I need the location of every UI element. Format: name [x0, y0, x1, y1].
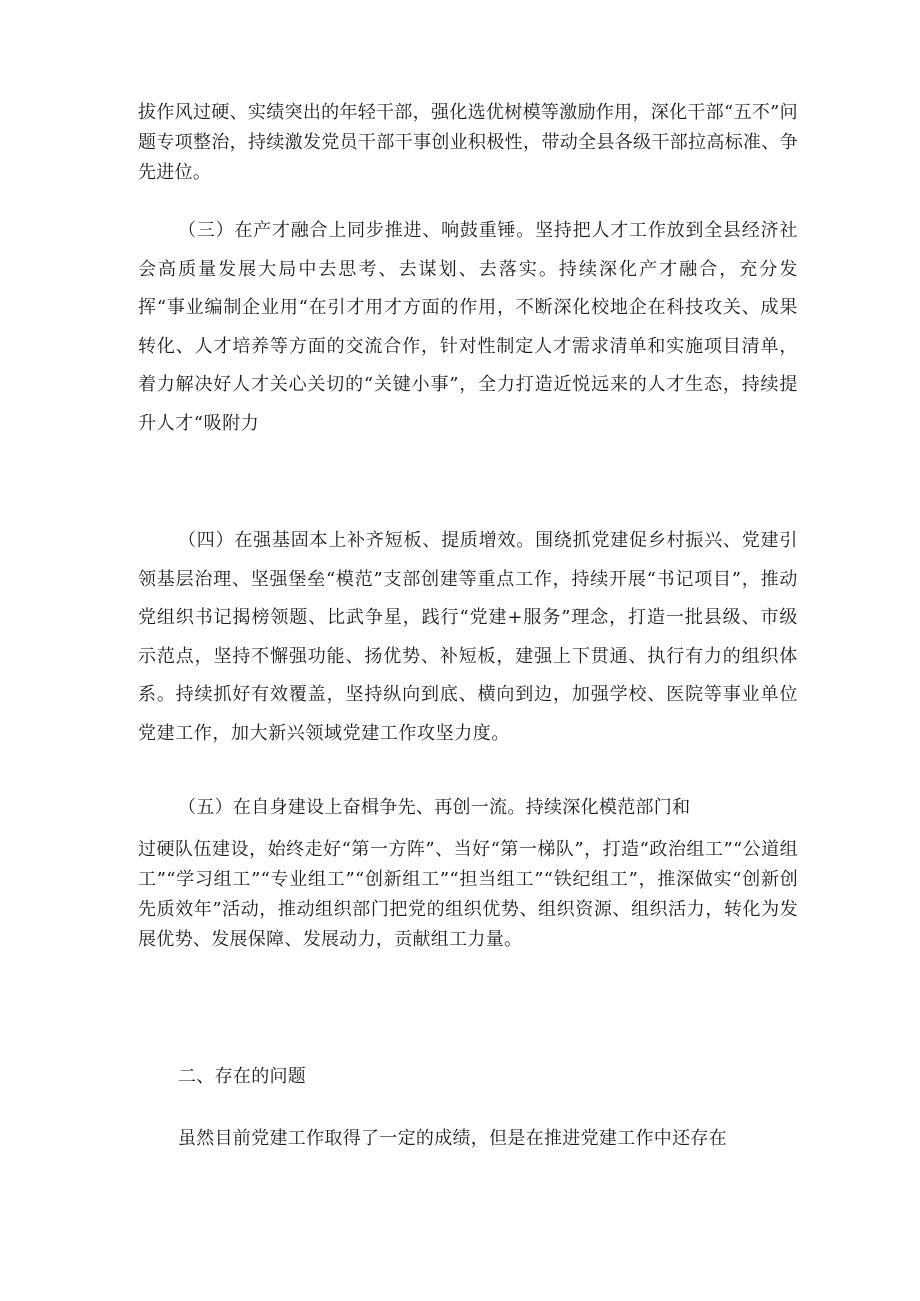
paragraph-talent-integration: （三）在产才融合上同步推进、响鼓重锤。坚持把人才工作放到全县经济社会高质量发展大局中去思考、去谋划、去落实。持续深化产才融合，充分发挥“事业编制企业用“在引才用才方面的作用，不断深化校地企在科技攻关、成果转化、人才培养等方面的交流合作，针对性制定人才需求清单和实施项目清单，着力解决好人才关心关切的“关键小事”，全力打造近悦远来的人才生态，持续提升人才“吸附力: [138, 220, 798, 434]
paragraph-self-building-heading: （五）在自身建设上奋楫争先、再创一流。持续深化模范部门和: [178, 797, 691, 818]
paragraph-cadre-incentives: 拔作风过硬、实绩突出的年轻干部，强化选优树模等激励作用，深化干部“五不”问题专项整治，持续激发党员干部干事创业积极性，带动全县各级干部拉高标准、争先进位。: [138, 102, 798, 183]
paragraph-grassroots-strengthening: （四）在强基固本上补齐短板、提质增效。围绕抓党建促乡村振兴、党建引领基层治理、坚强堡垒“模范”支部创建等重点工作，持续开展“书记项目”，推动党组织书记揭榜领题、比武争星，践行“党建+服务”理念，打造一批县级、市级示范点，坚持不懈强功能、扬优势、补短板，建强上下贯通、执行有力的组织体系。持续抓好有效覆盖，坚持纵向到底、横向到边，加强学校、医院等事业单位党建工作，加大新兴领域党建工作攻坚力度。: [138, 530, 798, 744]
paragraph-team-building: 过硬队伍建设，始终走好“第一方阵”、当好“第一梯队”，打造“政治组工”“公道组工”“学习组工”“专业组工”“创新组工”“担当组工”“铁纪组工”，推深做实“创新创先质效年”活动，推动组织部门把党的组织优势、组织资源、组织活力，转化为发展优势、发展保障、发展动力，贡献组工力量。: [138, 839, 798, 950]
paragraph-problems-intro: 虽然目前党建工作取得了一定的成绩，但是在推进党建工作中还存在: [178, 1128, 727, 1149]
section-heading-problems: 二、存在的问题: [178, 1066, 307, 1087]
